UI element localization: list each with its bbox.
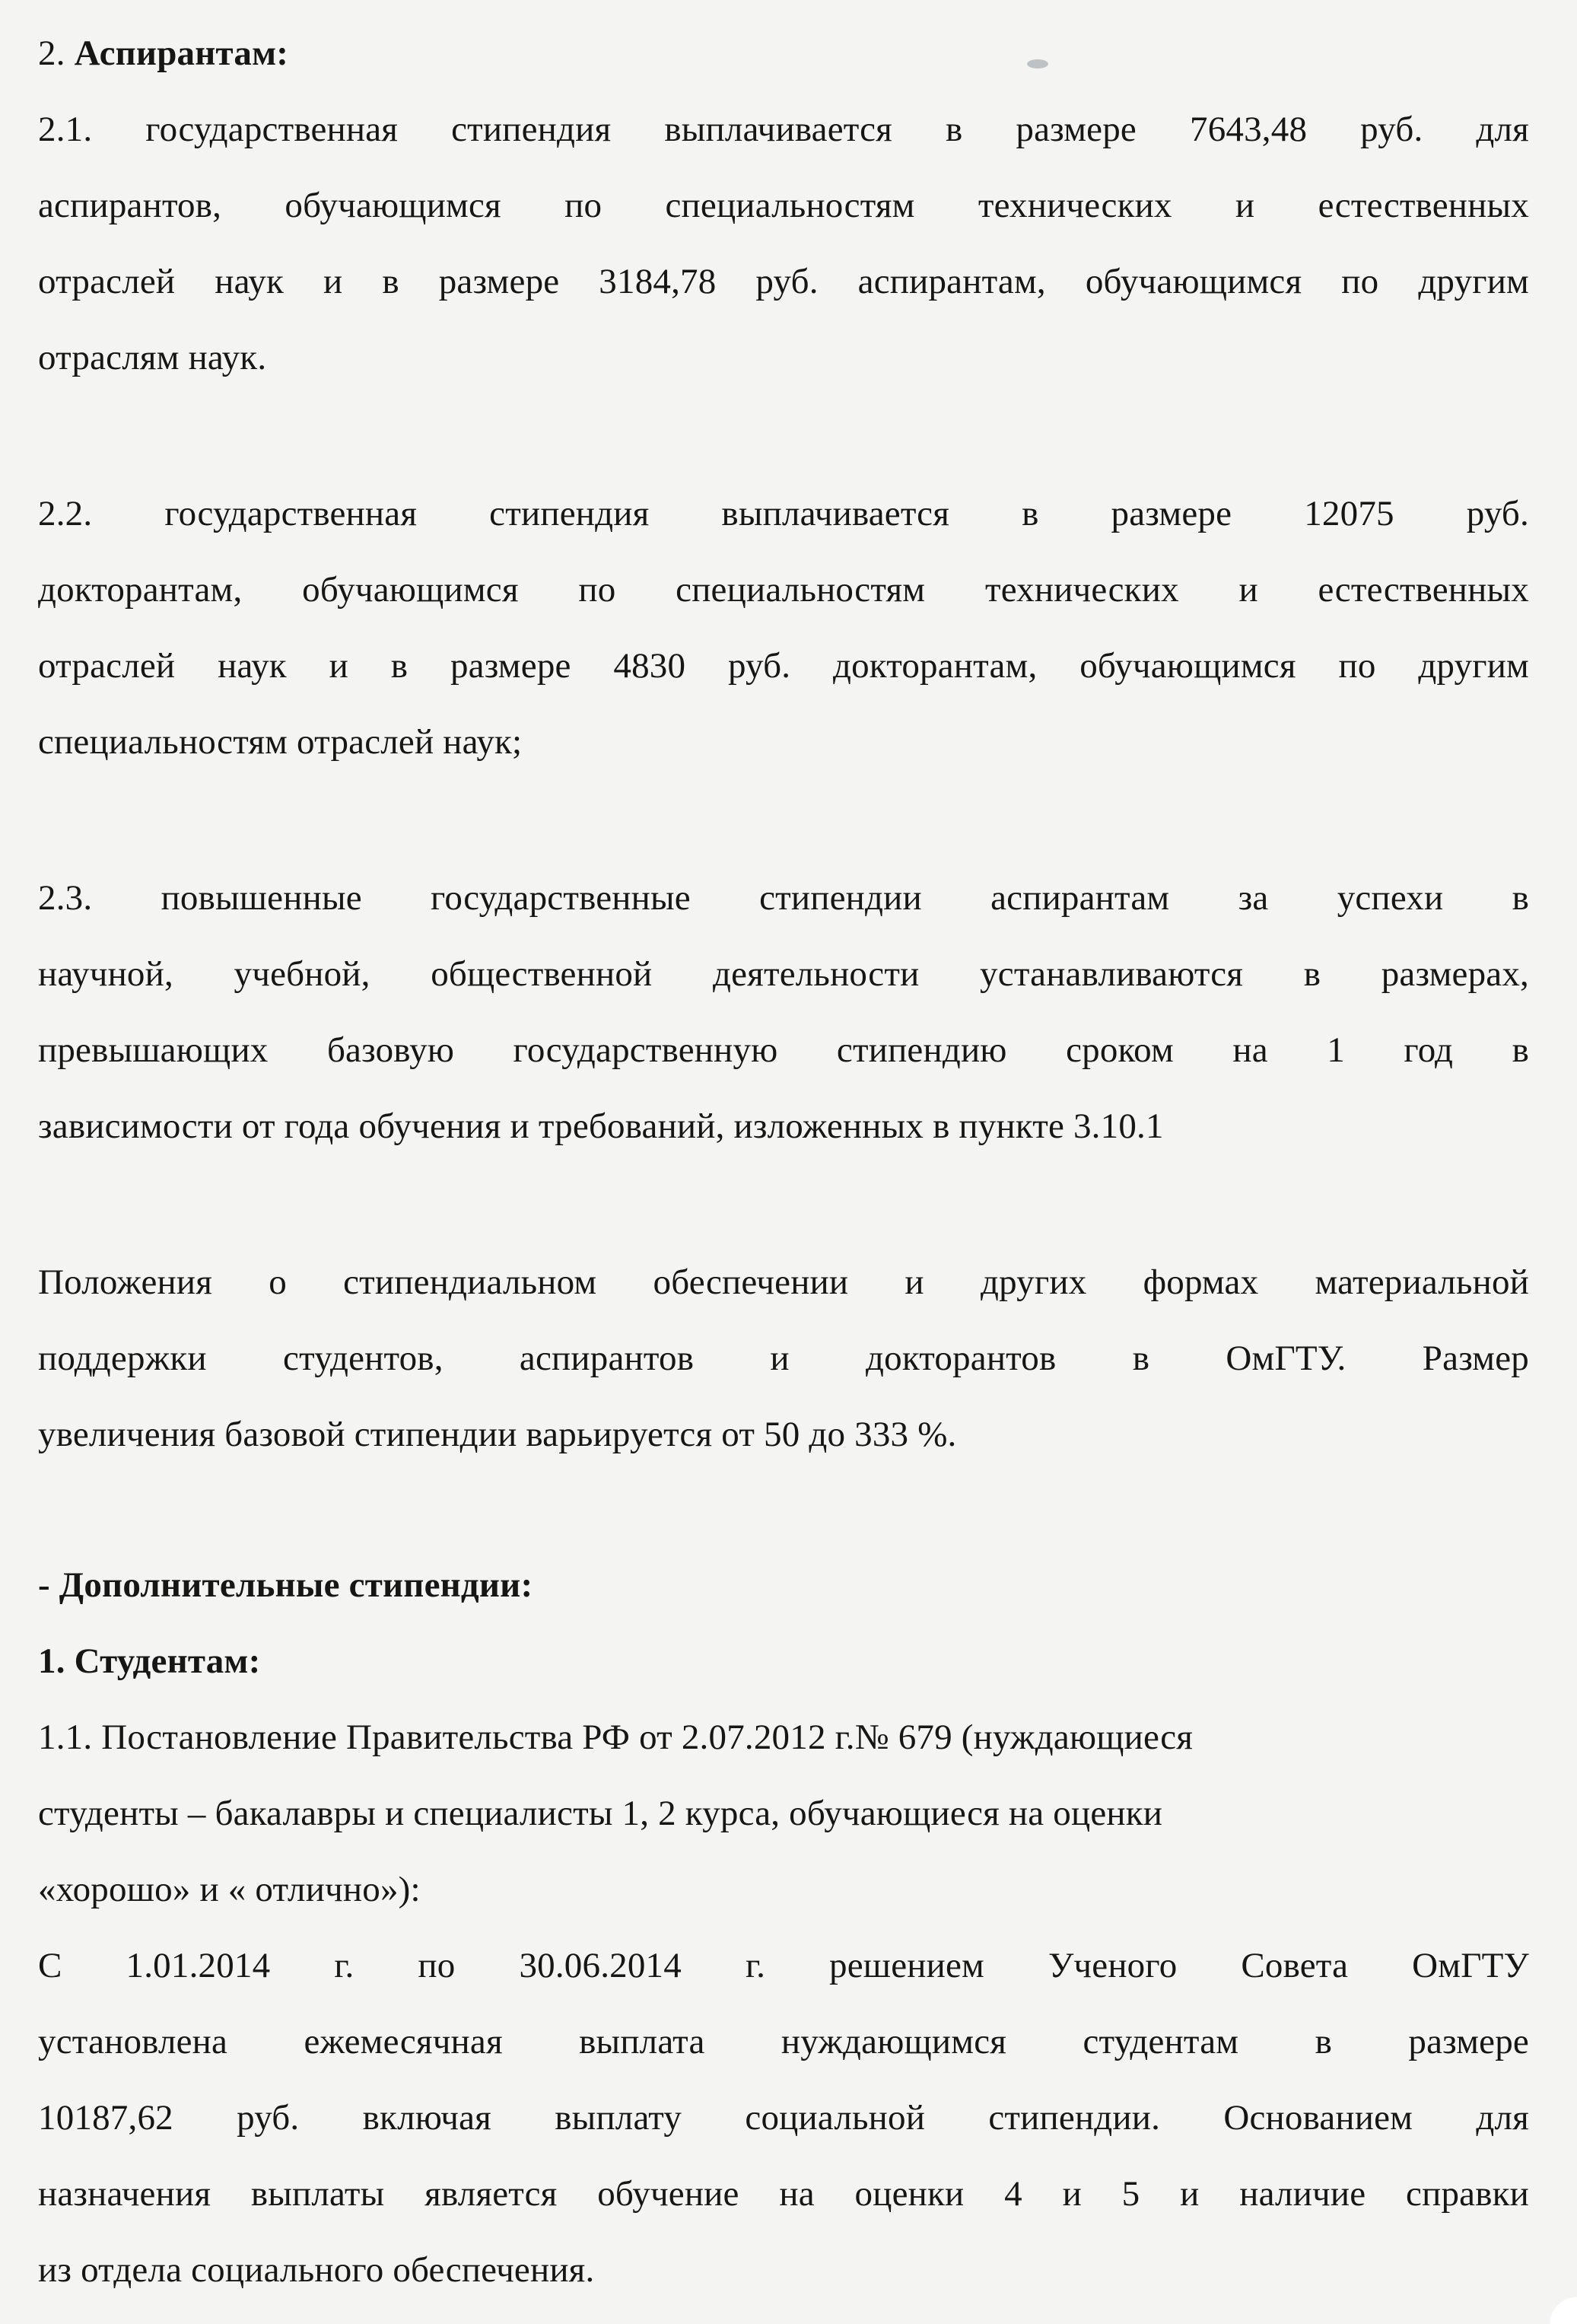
- paragraph-line: научной, учебной, общественной деятельности устанавливаются в размерах,: [38, 954, 1529, 994]
- paragraph-2-1: [38, 91, 1529, 396]
- paragraph-line: превышающих базовую государственную стипендию сроком на 1 год в: [38, 1030, 1529, 1070]
- section-2-title: Аспирантам:: [74, 33, 289, 73]
- paragraph-line: зависимости от года обучения и требований, изложенных в пункте 3.10.1: [38, 1106, 1164, 1146]
- paragraph-line: из отдела социального обеспечения.: [38, 2250, 595, 2290]
- paragraph-line: «хорошо» и « отлично»):: [38, 1870, 421, 1909]
- document-body: [38, 15, 1529, 2308]
- spacer: [38, 396, 1529, 476]
- paragraph-line: специальностям отраслей наук;: [38, 722, 523, 762]
- paragraph-decision: [38, 1928, 1529, 2308]
- paragraph-2-2: [38, 476, 1529, 780]
- paragraph-line: докторантам, обучающимся по специальностям технических и естественных: [38, 570, 1529, 610]
- heading-students: 1. Студентам:: [38, 1641, 261, 1681]
- scan-corner-mark: [1524, 2271, 1577, 2324]
- paragraph-line: 10187,62 руб. включая выплату социальной стипендии. Основанием для: [38, 2098, 1529, 2138]
- paragraph-line: назначения выплаты является обучение на оценки 4 и 5 и наличие справки: [38, 2174, 1529, 2214]
- spacer: [38, 1164, 1529, 1244]
- paragraph-line: 2.1. государственная стипендия выплачивается в размере 7643,48 руб. для: [38, 110, 1529, 149]
- paragraph-line: отраслям наук.: [38, 338, 267, 377]
- paragraph-line: поддержки студентов, аспирантов и докторантов в ОмГТУ. Размер: [38, 1339, 1529, 1378]
- paragraph-line: С 1.01.2014 г. по 30.06.2014 г. решением Ученого Совета ОмГТУ: [38, 1946, 1529, 1985]
- spacer: [38, 1472, 1529, 1547]
- section-2-number: 2.: [38, 33, 65, 73]
- paragraph-line: студенты – бакалавры и специалисты 1, 2 курса, обучающиеся на оценки: [38, 1794, 1163, 1833]
- paragraph-line: 2.3. повышенные государственные стипендии аспирантам за успехи в: [38, 878, 1529, 918]
- paragraph-line: установлена ежемесячная выплата нуждающимся студентам в размере: [38, 2022, 1529, 2061]
- paragraph-polozheniya: [38, 1244, 1529, 1472]
- spacer: [38, 780, 1529, 860]
- paragraph-line: аспирантов, обучающимся по специальностям технических и естественных: [38, 186, 1529, 225]
- paragraph-line: Положения о стипендиальном обеспечении и других формах материальной: [38, 1262, 1529, 1302]
- paragraph-2-3: [38, 860, 1529, 1164]
- paragraph-line: увеличения базовой стипендии варьируется от 50 до 333 %.: [38, 1415, 957, 1454]
- section-2-heading: [38, 15, 1529, 91]
- paragraph-line: 1.1. Постановление Правительства РФ от 2.07.2012 г.№ 679 (нуждающиеся: [38, 1718, 1194, 1757]
- paragraph-line: отраслей наук и в размере 4830 руб. докторантам, обучающимся по другим: [38, 646, 1529, 686]
- paragraph-line: отраслей наук и в размере 3184,78 руб. аспирантам, обучающимся по другим: [38, 262, 1529, 301]
- paragraph-line: 2.2. государственная стипендия выплачивается в размере 12075 руб.: [38, 494, 1529, 533]
- paragraph-1-1: [38, 1699, 1529, 1928]
- heading-additional-scholarships: - Дополнительные стипендии:: [38, 1565, 533, 1605]
